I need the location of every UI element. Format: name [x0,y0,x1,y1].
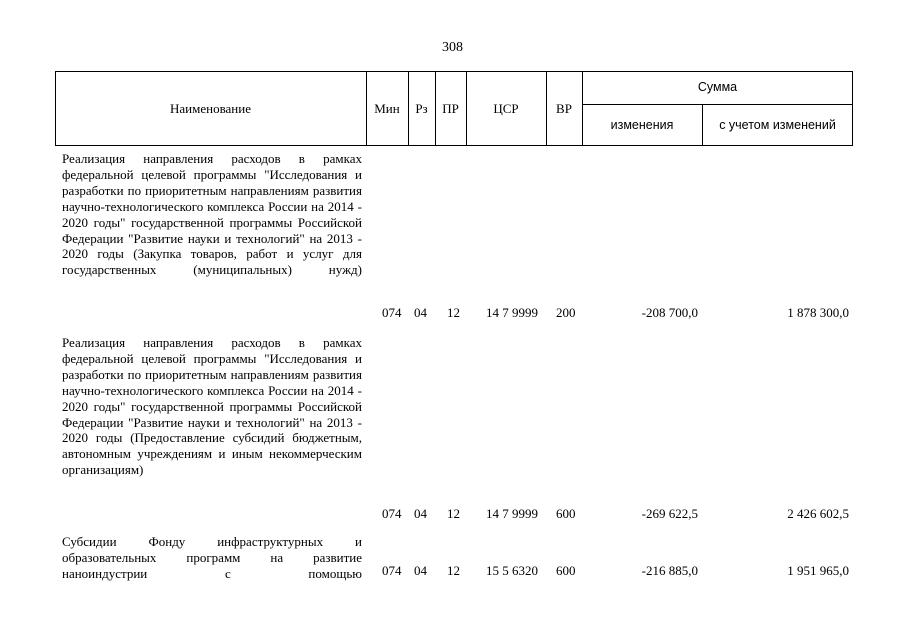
row-vr: 600 [556,506,576,521]
row-csr: 14 7 9999 [486,506,538,521]
table-row-name: Реализация направления расходов в рамках федеральной целевой программы "Исследования и разработки по приоритетным направлениям развития научно-технологического комплекса России на 2014 - 2020 годы" государственной программы Российской Федерации "Развитие науки и технологий" на 2013 - 2020 годы (Закупка товаров, работ и услуг для государственных (муниципальных) нужд) [62,151,362,278]
header-rz: Рз [415,101,428,116]
row-with-change: 2 426 602,5 [787,506,849,521]
row-vr: 200 [556,305,576,320]
row-min: 074 [382,305,402,320]
row-pr: 12 [447,305,460,320]
row-rz: 04 [414,305,427,320]
header-change: изменения [610,117,674,132]
header-min: Мин [374,101,400,116]
row-min: 074 [382,563,402,578]
table-row-name: Субсидии Фонду инфраструктурных и образовательных программ на развитие наноиндустрии с помощью [62,534,362,581]
header-name: Наименование [170,101,251,116]
row-with-change: 1 951 965,0 [787,563,849,578]
row-vr: 600 [556,563,576,578]
row-with-change: 1 878 300,0 [787,305,849,320]
header-with-change: с учетом изменений [719,117,836,132]
row-pr: 12 [447,563,460,578]
row-change: -269 622,5 [641,506,698,521]
header-pr: ПР [442,101,459,116]
header-vr: ВР [556,101,572,116]
table-row-name: Реализация направления расходов в рамках федеральной целевой программы "Исследования и разработки по приоритетным направлениям развития научно-технологического комплекса России на 2014 - 2020 годы" государственной программы Российской Федерации "Развитие науки и технологий" на 2013 - 2020 годы (Предоставление субсидий бюджетным, автономным учреждениям и иным некоммерческим организациям) [62,335,362,478]
page-number: 308 [442,40,463,55]
table-header [55,71,853,146]
row-rz: 04 [414,563,427,578]
header-csr: ЦСР [493,101,519,116]
row-csr: 14 7 9999 [486,305,538,320]
row-min: 074 [382,506,402,521]
row-change: -208 700,0 [641,305,698,320]
row-rz: 04 [414,506,427,521]
row-change: -216 885,0 [641,563,698,578]
row-csr: 15 5 6320 [486,563,538,578]
row-pr: 12 [447,506,460,521]
header-sum: Сумма [697,80,738,94]
